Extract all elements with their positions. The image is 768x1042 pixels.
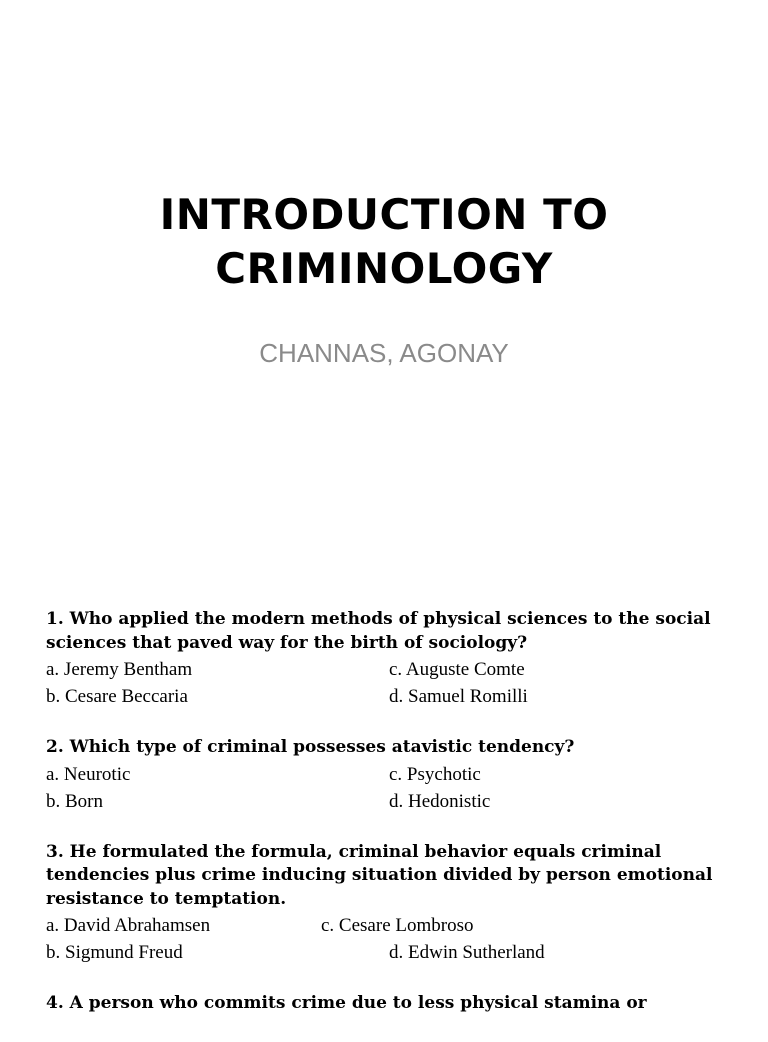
question-text: 2. Which type of criminal possesses atavistic tendency? [46, 737, 575, 757]
choice-b: b. Born [46, 790, 103, 812]
choice-c: c. Cesare Lombroso [321, 915, 474, 936]
choice-b: b. Cesare Beccaria [46, 686, 188, 707]
choice-grid [46, 913, 726, 966]
choice-grid [46, 657, 726, 710]
question-list [46, 608, 726, 1042]
question-text: 4. A person who commits crime due to less physical stamina or [46, 993, 647, 1013]
subtitle-authors: CHANNAS, AGONAY [259, 338, 509, 368]
choice-a: a. David Abrahamsen [46, 915, 211, 936]
choice-c: c. Psychotic [389, 763, 481, 785]
choice-d: d. Hedonistic [389, 790, 491, 812]
choice-d: d. Edwin Sutherland [389, 942, 545, 963]
question-1 [46, 608, 726, 710]
choice-a: a. Neurotic [46, 763, 131, 785]
title-line-2: CRIMINOLOGY [215, 244, 553, 293]
question-3 [46, 841, 726, 967]
choice-b: b. Sigmund Freud [46, 942, 183, 963]
question-text: 1. Who applied the modern methods of physical sciences to the social sciences that paved way for the birth of sociology? [46, 609, 711, 653]
choice-grid [46, 762, 726, 815]
choice-a: a. Jeremy Bentham [46, 659, 193, 680]
question-text: 3. He formulated the formula, criminal behavior equals criminal tendencies plus crime inducing situation divided by person emotional resistance to temptation. [46, 841, 713, 909]
question-4 [46, 992, 726, 1016]
title-line-1: INTRODUCTION TO [159, 190, 609, 239]
choice-c: c. Auguste Comte [389, 659, 525, 680]
question-2 [46, 736, 726, 815]
page-title [0, 188, 768, 296]
choice-d: d. Samuel Romilli [389, 686, 528, 707]
